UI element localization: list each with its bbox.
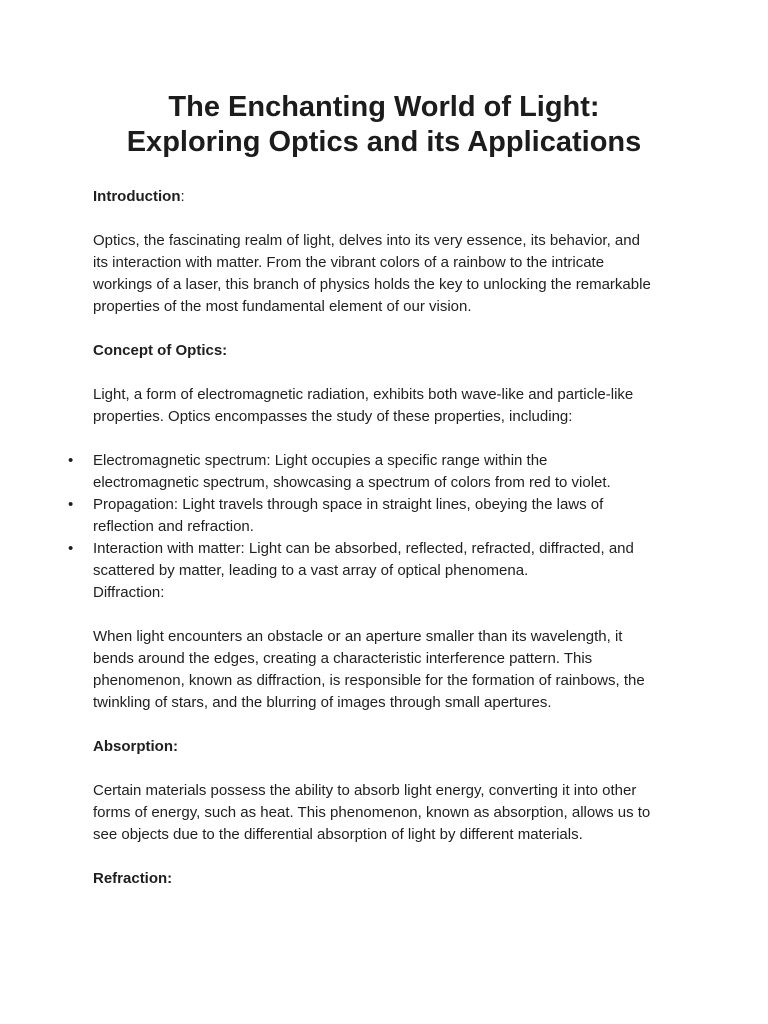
diffraction-heading: Diffraction: — [93, 584, 165, 601]
paragraph-line: see objects due to the differential absorption of light by different materials. — [93, 826, 583, 843]
list-item — [68, 494, 693, 538]
concept-heading: Concept of Optics: — [93, 342, 228, 359]
absorption-heading: Absorption: — [93, 738, 178, 755]
list-item — [68, 450, 693, 494]
list-item-line: Interaction with matter: Light can be absorbed, reflected, refracted, diffracted, and — [93, 540, 634, 557]
paragraph-line: twinkling of stars, and the blurring of images through small apertures. — [93, 694, 552, 711]
list-item-line: Electromagnetic spectrum: Light occupies a specific range within the — [93, 452, 548, 469]
properties-list — [68, 450, 693, 604]
list-item-line: scattered by matter, leading to a vast array of optical phenomena. — [93, 562, 529, 579]
paragraph-line: phenomenon, known as diffraction, is responsible for the formation of rainbows, the — [93, 672, 645, 689]
paragraph-line: forms of energy, such as heat. This phenomenon, known as absorption, allows us to — [93, 804, 651, 821]
document-title — [40, 90, 728, 160]
paragraph-line: properties. Optics encompasses the study of these properties, including: — [93, 408, 573, 425]
paragraph-line: Light, a form of electromagnetic radiation, exhibits both wave-like and particle-like — [93, 386, 634, 403]
title-line-1: The Enchanting World of Light: — [168, 91, 600, 123]
introduction-heading — [93, 186, 693, 208]
list-item — [68, 538, 693, 604]
refraction-heading: Refraction: — [93, 870, 173, 887]
document-body — [68, 186, 693, 890]
introduction-paragraph — [93, 230, 693, 318]
bullet-icon: • — [68, 452, 74, 469]
bullet-icon: • — [68, 540, 74, 557]
paragraph-line: workings of a laser, this branch of physics holds the key to unlocking the remarkable — [93, 276, 651, 293]
title-line-2: Exploring Optics and its Applications — [126, 126, 642, 158]
paragraph-line: When light encounters an obstacle or an aperture smaller than its wavelength, it — [93, 628, 623, 645]
paragraph-line: properties of the most fundamental element of our vision. — [93, 298, 472, 315]
list-item-line: reflection and refraction. — [93, 518, 254, 535]
paragraph-line: bends around the edges, creating a characteristic interference pattern. This — [93, 650, 593, 667]
diffraction-paragraph — [93, 626, 693, 714]
paragraph-line: Certain materials possess the ability to absorb light energy, converting it into other — [93, 782, 637, 799]
list-item-line: electromagnetic spectrum, showcasing a spectrum of colors from red to violet. — [93, 474, 611, 491]
absorption-paragraph — [93, 780, 693, 846]
concept-paragraph — [93, 384, 693, 428]
introduction-colon: : — [180, 188, 185, 205]
introduction-label: Introduction — [93, 188, 181, 205]
paragraph-line: its interaction with matter. From the vibrant colors of a rainbow to the intricate — [93, 254, 605, 271]
paragraph-line: Optics, the fascinating realm of light, delves into its very essence, its behavior, and — [93, 232, 640, 249]
list-item-line: Propagation: Light travels through space in straight lines, obeying the laws of — [93, 496, 604, 513]
bullet-icon: • — [68, 496, 74, 513]
